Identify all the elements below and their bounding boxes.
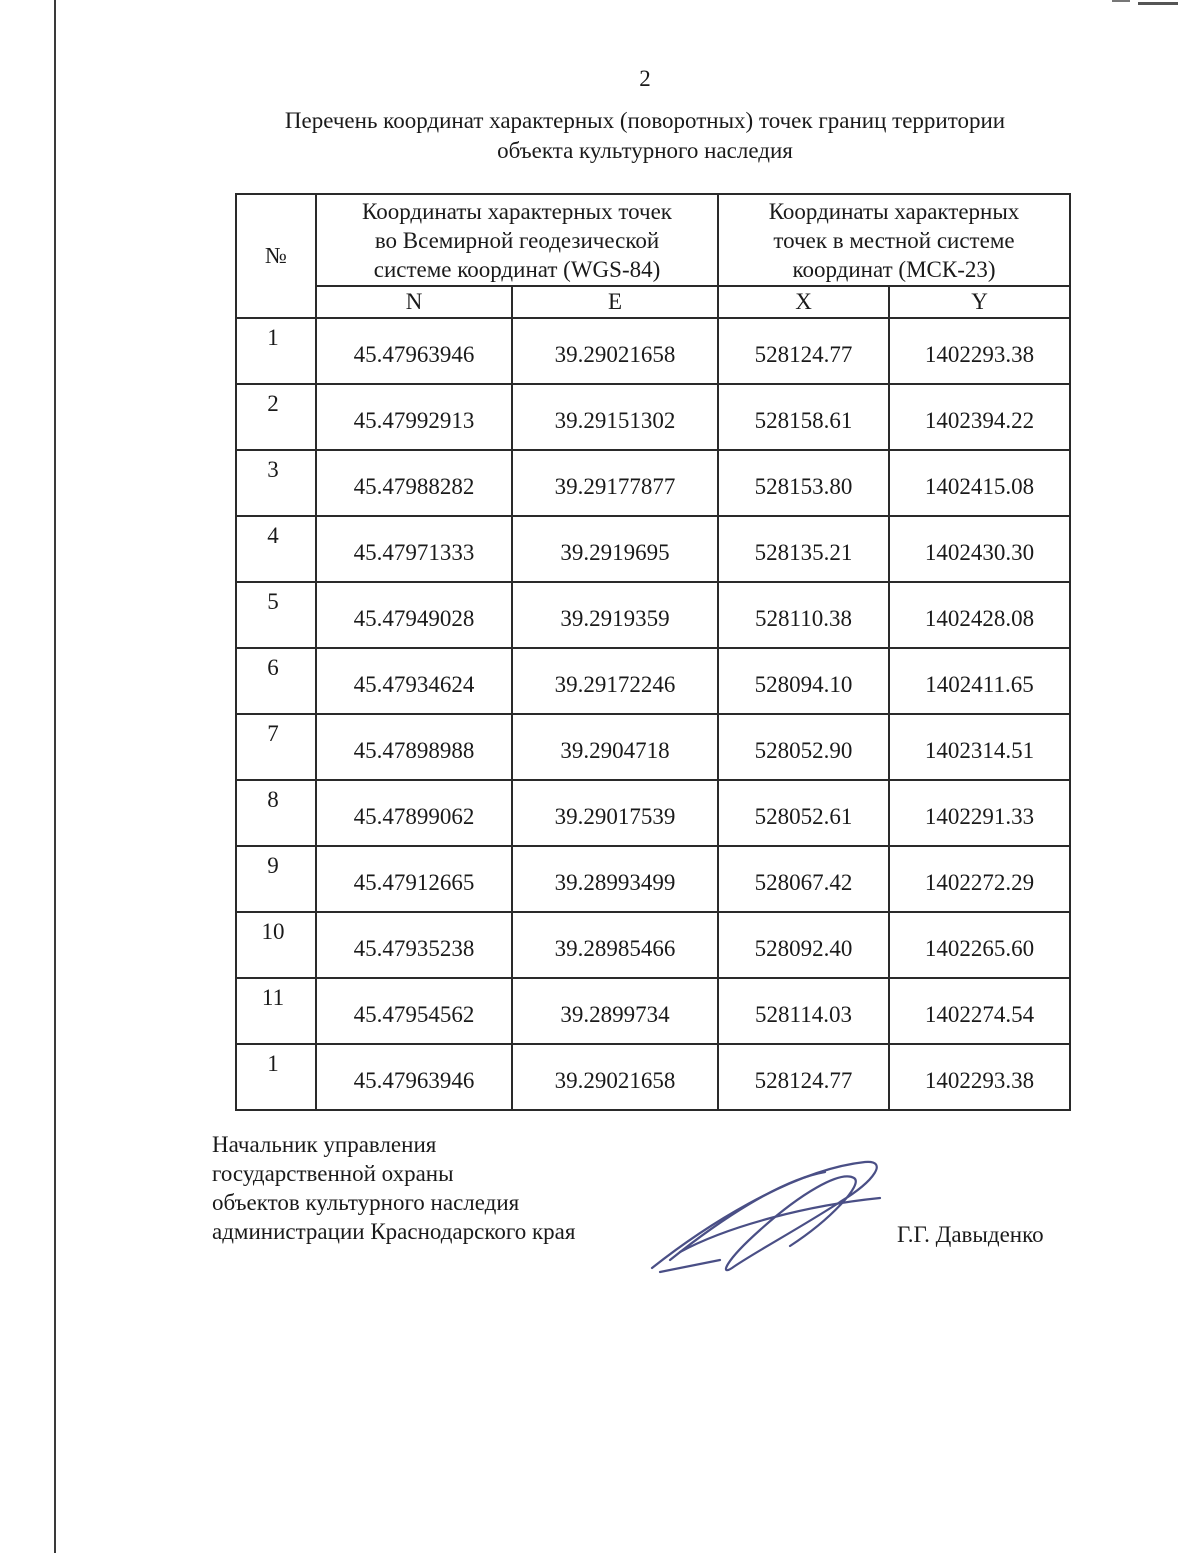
- header-line: Координаты характерных: [768, 198, 1020, 224]
- cell-n: 45.47899062: [316, 780, 512, 846]
- cell-n: 45.47935238: [316, 912, 512, 978]
- scan-corner-mark: [1112, 0, 1130, 2]
- cell-y: 1402293.38: [889, 318, 1070, 384]
- table-row: [236, 516, 1070, 582]
- table-row: [236, 582, 1070, 648]
- cell-y: 1402428.08: [889, 582, 1070, 648]
- cell-x: 528052.90: [718, 714, 889, 780]
- cell-point-number: 6: [236, 648, 316, 714]
- cell-n: 45.47949028: [316, 582, 512, 648]
- cell-x: 528052.61: [718, 780, 889, 846]
- position-line: Начальник управления: [212, 1132, 437, 1157]
- cell-n: 45.47954562: [316, 978, 512, 1044]
- signatory-name: Г.Г. Давыденко: [897, 1222, 1044, 1247]
- cell-e: 39.29021658: [512, 318, 718, 384]
- table-row: [236, 978, 1070, 1044]
- cell-n: 45.47963946: [316, 1044, 512, 1110]
- header-line: во Всемирной геодезической: [374, 227, 660, 253]
- table-row: [236, 912, 1070, 978]
- cell-y: 1402415.08: [889, 450, 1070, 516]
- cell-x: 528158.61: [718, 384, 889, 450]
- header-wgs-group: [316, 194, 718, 286]
- cell-e: 39.29151302: [512, 384, 718, 450]
- header-msk-group: [718, 194, 1070, 286]
- table-row: [236, 318, 1070, 384]
- position-line: администрации Краснодарского края: [212, 1219, 576, 1244]
- cell-point-number: 3: [236, 450, 316, 516]
- document-title: [200, 106, 1090, 166]
- cell-n: 45.47971333: [316, 516, 512, 582]
- cell-e: 39.29017539: [512, 780, 718, 846]
- header-line: точек в местной системе: [773, 227, 1015, 253]
- header-line: Координаты характерных точек: [362, 198, 672, 224]
- page-number: 2: [639, 66, 651, 91]
- cell-e: 39.28993499: [512, 846, 718, 912]
- table-row: [236, 714, 1070, 780]
- cell-point-number: 2: [236, 384, 316, 450]
- position-line: объектов культурного наследия: [212, 1190, 520, 1215]
- cell-point-number: 1: [236, 318, 316, 384]
- header-e: E: [512, 286, 718, 318]
- table-row: [236, 846, 1070, 912]
- cell-x: 528110.38: [718, 582, 889, 648]
- cell-y: 1402272.29: [889, 846, 1070, 912]
- title-line: объекта культурного наследия: [497, 138, 793, 163]
- cell-e: 39.2904718: [512, 714, 718, 780]
- cell-e: 39.29021658: [512, 1044, 718, 1110]
- cell-e: 39.2919359: [512, 582, 718, 648]
- cell-point-number: 7: [236, 714, 316, 780]
- header-y: Y: [889, 286, 1070, 318]
- table-row: [236, 450, 1070, 516]
- scan-corner-mark: [1138, 2, 1178, 5]
- cell-n: 45.47898988: [316, 714, 512, 780]
- cell-e: 39.2899734: [512, 978, 718, 1044]
- cell-point-number: 10: [236, 912, 316, 978]
- cell-y: 1402314.51: [889, 714, 1070, 780]
- table-row: [236, 780, 1070, 846]
- signatory-position: [212, 1130, 575, 1246]
- cell-point-number: 9: [236, 846, 316, 912]
- header-x: X: [718, 286, 889, 318]
- cell-x: 528124.77: [718, 318, 889, 384]
- handwritten-signature: [640, 1150, 900, 1280]
- page-edge-line: [54, 0, 56, 1553]
- cell-y: 1402430.30: [889, 516, 1070, 582]
- header-number: №: [236, 194, 316, 318]
- cell-y: 1402394.22: [889, 384, 1070, 450]
- cell-y: 1402293.38: [889, 1044, 1070, 1110]
- cell-y: 1402274.54: [889, 978, 1070, 1044]
- cell-n: 45.47912665: [316, 846, 512, 912]
- header-n: N: [316, 286, 512, 318]
- cell-n: 45.47988282: [316, 450, 512, 516]
- coordinates-table: [235, 193, 1071, 1111]
- cell-y: 1402411.65: [889, 648, 1070, 714]
- cell-point-number: 8: [236, 780, 316, 846]
- table-row: [236, 1044, 1070, 1110]
- cell-x: 528114.03: [718, 978, 889, 1044]
- cell-n: 45.47992913: [316, 384, 512, 450]
- cell-n: 45.47934624: [316, 648, 512, 714]
- table-row: [236, 648, 1070, 714]
- title-line: Перечень координат характерных (поворотных) точек границ территории: [284, 108, 1006, 133]
- cell-e: 39.29172246: [512, 648, 718, 714]
- header-line: системе координат (WGS-84): [373, 256, 661, 282]
- cell-y: 1402291.33: [889, 780, 1070, 846]
- cell-point-number: 11: [236, 978, 316, 1044]
- cell-e: 39.29177877: [512, 450, 718, 516]
- cell-e: 39.28985466: [512, 912, 718, 978]
- cell-y: 1402265.60: [889, 912, 1070, 978]
- table-row: [236, 384, 1070, 450]
- cell-x: 528092.40: [718, 912, 889, 978]
- cell-n: 45.47963946: [316, 318, 512, 384]
- cell-point-number: 5: [236, 582, 316, 648]
- cell-point-number: 4: [236, 516, 316, 582]
- header-line: координат (МСК-23): [792, 256, 996, 282]
- cell-x: 528124.77: [718, 1044, 889, 1110]
- cell-x: 528067.42: [718, 846, 889, 912]
- cell-x: 528153.80: [718, 450, 889, 516]
- cell-e: 39.2919695: [512, 516, 718, 582]
- position-line: государственной охраны: [212, 1161, 454, 1186]
- cell-x: 528094.10: [718, 648, 889, 714]
- cell-x: 528135.21: [718, 516, 889, 582]
- cell-point-number: 1: [236, 1044, 316, 1110]
